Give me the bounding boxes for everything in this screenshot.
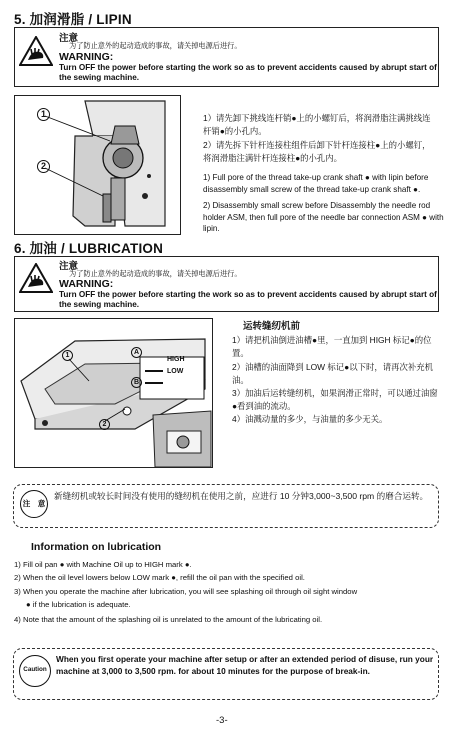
caution-en-text: When you first operate your machine after setup or after an extended period of disuse, run your machine at 3,000 to 3,500 rpm. for about 10 minutes for the purpose of break-in. <box>56 654 434 676</box>
hand-warning-icon <box>19 36 53 66</box>
notice-cn-text: 新缝纫机或较长时间没有使用的缝纫机在使用之前，应进行 10 分钟3,000~3,500 rpm 的磨合运转。 <box>54 491 429 501</box>
info-step-3: 3) When you operate the machine after lubrication, you will see splashing oil through oil sight window <box>14 587 358 596</box>
warning-cn-text: 为了防止意外的起动造成的事故，请关掉电源后进行。 <box>69 269 242 278</box>
caution-box-en <box>13 648 439 700</box>
figure-label-1: 1 <box>37 108 50 121</box>
gauge-high-label: HIGH <box>167 356 185 363</box>
lubrication-step-cn-3: 3）加油后运转缝纫机，如果润滑正常时，可以通过油窗●看到油的流动。 <box>232 388 438 411</box>
info-step-3-cont: ● if the lubrication is adequate. <box>26 600 131 609</box>
lubrication-step-cn-2: 2）油槽的油面降到 LOW 标记●以下时，请再次补充机油。 <box>232 362 433 385</box>
lipin-step-en-1: 1) Full pore of the thread take-up crank shaft ● with lipin before disassembly small screw of the thread take-up crank shaft ●. <box>203 173 429 194</box>
section-5-title: 5. 加润滑脂 / LIPIN <box>14 12 132 27</box>
info-step-4: 4) Note that the amount of the splashing oil is unrelated to the amount of the lubricating oil. <box>14 615 323 624</box>
hand-warning-icon <box>19 263 53 293</box>
notice-box-cn <box>13 484 439 528</box>
warning-cn-text: 为了防止意外的起动造成的事故，请关掉电源后进行。 <box>69 41 242 50</box>
figure-label-2: 2 <box>37 160 50 173</box>
warning-en-text: Turn OFF the power before starting the work so as to prevent accidents caused by abrupt start of the sewing machine. <box>59 290 437 309</box>
warning-cn-head: 注意 <box>59 33 79 44</box>
lubrication-step-cn-4: 4）油溅动量的多少，与油量的多少无关。 <box>232 414 388 424</box>
figure-label-b: B <box>131 377 142 388</box>
figure-label-2: 2 <box>99 419 110 430</box>
lipin-figure <box>14 95 181 235</box>
warning-box-1 <box>14 27 439 87</box>
warning-en-text: Turn OFF the power before starting the work so as to prevent accidents caused by abrupt start of the sewing machine. <box>59 63 437 82</box>
info-title: Information on lubrication <box>31 541 162 553</box>
warning-cn-head: 注意 <box>59 261 79 272</box>
notice-cn-icon: 注 意 <box>20 490 48 518</box>
warning-en-head: WARNING: <box>59 51 114 63</box>
caution-icon-label: Caution <box>23 666 47 673</box>
lipin-step-cn-2: 2）请先拆下针杆连接柱组件后卸下针杆连接柱●上的小螺钉，将润滑脂注满针杆连接柱●的小孔内。 <box>203 140 431 163</box>
lipin-step-en-2: 2) Disassembly small screw before Disassembly the needle rod holder ASM, then full pore of the needle bar connection ASM ● with lipin. <box>203 201 444 234</box>
lubrication-step-cn-1: 1）请把机油倒进油槽●里，一直加到 HIGH 标记●的位置。 <box>232 335 432 358</box>
caution-icon <box>19 655 51 687</box>
oil-pan-illustration <box>15 319 212 467</box>
gauge-low-label: LOW <box>167 368 184 375</box>
figure-label-1: 1 <box>62 350 73 361</box>
page-number: -3- <box>216 715 228 726</box>
info-step-1: 1) Fill oil pan ● with Machine Oil up to HIGH mark ●. <box>14 560 192 569</box>
section-6-title: 6. 加油 / LUBRICATION <box>14 241 164 256</box>
warning-box-2 <box>14 256 439 312</box>
lubrication-figure <box>14 318 213 468</box>
warning-en-head: WARNING: <box>59 278 114 290</box>
info-step-2: 2) When the oil level lowers below LOW mark ●, refill the oil pan with the specified oil. <box>14 573 305 582</box>
figure-label-a: A <box>131 347 142 358</box>
lubrication-cn-title: 运转缝纫机前 <box>243 321 301 332</box>
lipin-step-cn-1: 1）请先卸下挑线连杆销●上的小螺钉后，将润滑脂注满挑线连杆销●的小孔内。 <box>203 113 431 136</box>
